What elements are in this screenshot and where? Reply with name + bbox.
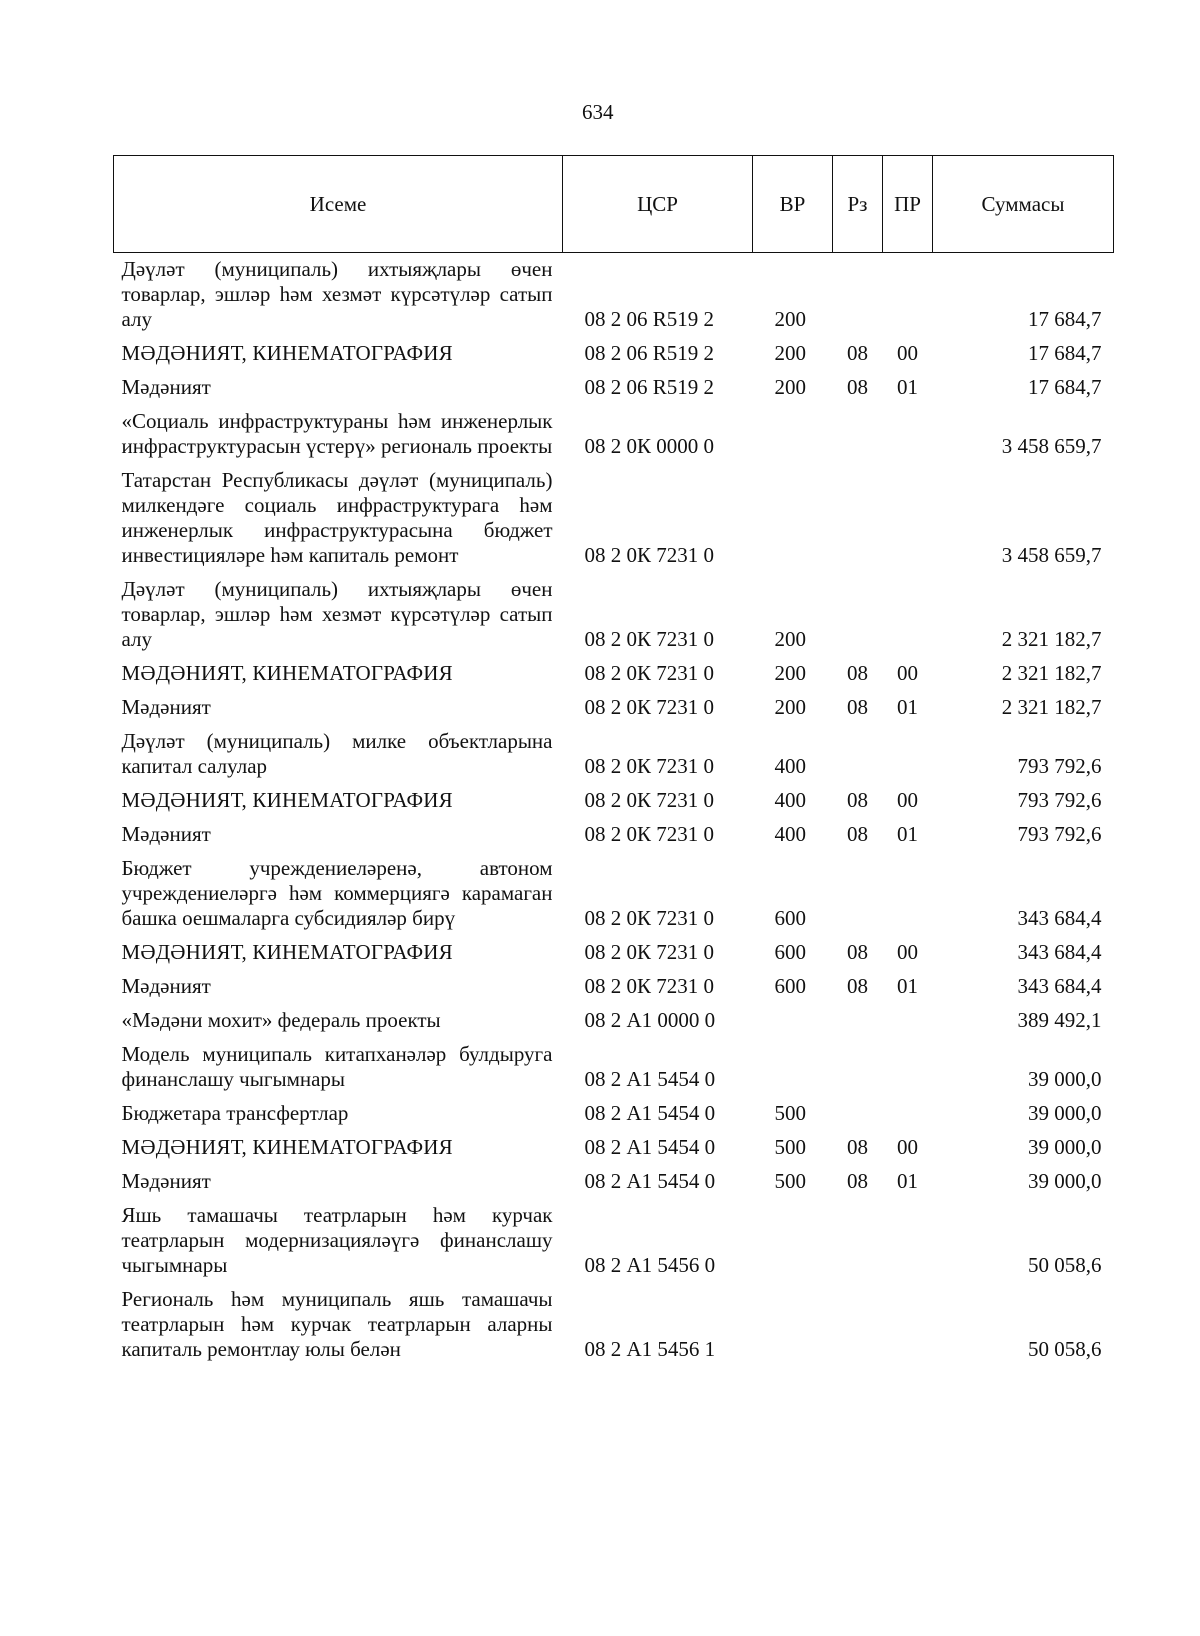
- table-row: [114, 253, 1114, 333]
- cell-csr: 08 2 0К 7231 0: [584, 906, 715, 930]
- cell-csr: 08 2 0К 7231 0: [584, 974, 715, 998]
- cell-name: МӘДӘНИЯТ, КИНЕМАТОГРАФИЯ: [121, 341, 453, 365]
- cell-pr: [883, 1092, 933, 1126]
- cell-csr: 08 2 0К 7231 0: [584, 754, 715, 778]
- cell-rz: [833, 459, 883, 568]
- cell-name: Бюджет учреждениеләренә, автоном учреждениеләргә һәм коммерциягә карамаган башка оешмаларга субсидияләр бирү: [121, 856, 553, 930]
- cell-sum: 343 684,4: [1017, 906, 1102, 930]
- table-row: [114, 1092, 1114, 1126]
- cell-vr: 600: [774, 974, 806, 998]
- cell-sum: 17 684,7: [1028, 375, 1102, 399]
- cell-rz: [833, 847, 883, 931]
- cell-sum: 793 792,6: [1017, 788, 1102, 812]
- cell-vr: 600: [774, 906, 806, 930]
- cell-name: Дәүләт (муниципаль) милке объектларына капитал салулар: [121, 729, 553, 778]
- cell-csr: 08 2 0К 7231 0: [584, 695, 715, 719]
- header-sum: Суммасы: [933, 156, 1114, 253]
- cell-pr: 01: [897, 1169, 918, 1193]
- cell-csr: 08 2 А1 5454 0: [584, 1067, 716, 1091]
- cell-sum: 3 458 659,7: [1001, 434, 1102, 458]
- cell-sum: 2 321 182,7: [1001, 627, 1102, 651]
- cell-pr: 00: [897, 661, 918, 685]
- cell-csr: 08 2 0К 7231 0: [584, 627, 715, 651]
- cell-rz: 08: [847, 974, 868, 998]
- cell-vr: 500: [774, 1101, 806, 1125]
- header-pr: ПР: [883, 156, 933, 253]
- cell-csr: 08 2 0К 7231 0: [584, 788, 715, 812]
- cell-rz: 08: [847, 822, 868, 846]
- table-row: [114, 400, 1114, 459]
- cell-pr: 01: [897, 695, 918, 719]
- cell-rz: [833, 999, 883, 1033]
- cell-name: Дәүләт (муниципаль) ихтыяҗлары өчен товарлар, эшләр һәм хезмәт күрсәтүләр сатып алу: [121, 577, 553, 651]
- cell-vr: [753, 999, 833, 1033]
- table-row: [114, 813, 1114, 847]
- cell-rz: [833, 253, 883, 333]
- cell-vr: [753, 1033, 833, 1092]
- cell-rz: 08: [847, 375, 868, 399]
- cell-sum: 50 058,6: [1028, 1253, 1102, 1277]
- cell-rz: 08: [847, 661, 868, 685]
- cell-name: Мәдәният: [121, 375, 211, 399]
- cell-sum: 17 684,7: [1028, 307, 1102, 331]
- table-row: [114, 459, 1114, 568]
- cell-rz: [833, 1194, 883, 1278]
- cell-rz: [833, 1092, 883, 1126]
- table-header: [114, 156, 1114, 253]
- cell-csr: 08 2 А1 0000 0: [584, 1008, 716, 1032]
- cell-vr: 200: [774, 661, 806, 685]
- cell-name: Мәдәният: [121, 822, 211, 846]
- cell-vr: 500: [774, 1169, 806, 1193]
- cell-vr: [753, 1194, 833, 1278]
- cell-rz: [833, 400, 883, 459]
- cell-rz: [833, 1033, 883, 1092]
- cell-rz: [833, 568, 883, 652]
- cell-vr: 500: [774, 1135, 806, 1159]
- cell-csr: 08 2 06 R519 2: [584, 307, 715, 331]
- cell-vr: 200: [774, 695, 806, 719]
- cell-pr: 01: [897, 822, 918, 846]
- cell-sum: 343 684,4: [1017, 974, 1102, 998]
- cell-sum: 389 492,1: [1017, 1008, 1102, 1032]
- header-name: Исеме: [114, 156, 563, 253]
- table-row: [114, 366, 1114, 400]
- cell-sum: 2 321 182,7: [1001, 661, 1102, 685]
- cell-csr: 08 2 0К 7231 0: [584, 940, 715, 964]
- cell-pr: 00: [897, 341, 918, 365]
- cell-rz: 08: [847, 341, 868, 365]
- cell-sum: 17 684,7: [1028, 341, 1102, 365]
- cell-vr: 200: [774, 627, 806, 651]
- table-body: [114, 253, 1114, 1363]
- table-row: [114, 1033, 1114, 1092]
- cell-name: Региональ һәм муниципаль яшь тамашачы театрларын һәм курчак театрларын аларны капиталь ремонтлау юлы белән: [121, 1287, 553, 1361]
- cell-pr: [883, 1194, 933, 1278]
- cell-pr: [883, 568, 933, 652]
- table-row: [114, 332, 1114, 366]
- cell-pr: 00: [897, 1135, 918, 1159]
- cell-name: МӘДӘНИЯТ, КИНЕМАТОГРАФИЯ: [121, 788, 453, 812]
- cell-rz: 08: [847, 1135, 868, 1159]
- cell-name: «Социаль инфраструктураны һәм инженерлык инфраструктурасын үстерү» региональ проекты: [121, 409, 553, 458]
- cell-csr: 08 2 А1 5454 0: [584, 1169, 716, 1193]
- cell-csr: 08 2 06 R519 2: [584, 375, 715, 399]
- cell-name: МӘДӘНИЯТ, КИНЕМАТОГРАФИЯ: [121, 940, 453, 964]
- cell-name: Татарстан Республикасы дәүләт (муниципаль) милкендәге социаль инфраструктурага һәм инженерлык инфраструктурасына бюджет инвестицияләре һәм капиталь ремонт: [121, 468, 553, 567]
- cell-name: Мәдәният: [121, 1169, 211, 1193]
- cell-sum: 793 792,6: [1017, 754, 1102, 778]
- cell-rz: [833, 1278, 883, 1362]
- cell-csr: 08 2 0К 7231 0: [584, 543, 715, 567]
- cell-vr: 400: [774, 754, 806, 778]
- cell-name: Бюджетара трансфертлар: [121, 1101, 349, 1125]
- cell-name: Мәдәният: [121, 695, 211, 719]
- cell-vr: 600: [774, 940, 806, 964]
- cell-rz: [833, 720, 883, 779]
- table-row: [114, 931, 1114, 965]
- cell-vr: [753, 400, 833, 459]
- table-row: [114, 1126, 1114, 1160]
- cell-sum: 2 321 182,7: [1001, 695, 1102, 719]
- cell-name: МӘДӘНИЯТ, КИНЕМАТОГРАФИЯ: [121, 1135, 453, 1159]
- cell-pr: [883, 1033, 933, 1092]
- cell-sum: 343 684,4: [1017, 940, 1102, 964]
- cell-name: Яшь тамашачы театрларын һәм курчак театрларын модернизацияләүгә финанслашу чыгымнары: [121, 1203, 553, 1277]
- cell-csr: 08 2 0К 7231 0: [584, 661, 715, 685]
- cell-pr: [883, 400, 933, 459]
- cell-rz: 08: [847, 788, 868, 812]
- header-vr: ВР: [753, 156, 833, 253]
- cell-pr: [883, 459, 933, 568]
- cell-rz: 08: [847, 1169, 868, 1193]
- cell-pr: [883, 999, 933, 1033]
- cell-name: «Мәдәни мохит» федераль проекты: [121, 1008, 441, 1032]
- cell-vr: [753, 1278, 833, 1362]
- cell-csr: 08 2 А1 5454 0: [584, 1135, 716, 1159]
- header-rz: Рз: [833, 156, 883, 253]
- cell-sum: 50 058,6: [1028, 1337, 1102, 1361]
- cell-vr: 200: [774, 341, 806, 365]
- cell-pr: [883, 720, 933, 779]
- cell-name: Дәүләт (муниципаль) ихтыяҗлары өчен товарлар, эшләр һәм хезмәт күрсәтүләр сатып алу: [121, 257, 553, 331]
- table-row: [114, 720, 1114, 779]
- cell-rz: 08: [847, 940, 868, 964]
- cell-vr: 200: [774, 307, 806, 331]
- cell-sum: 39 000,0: [1028, 1169, 1102, 1193]
- header-csr: ЦСР: [563, 156, 753, 253]
- cell-csr: 08 2 А1 5456 1: [584, 1337, 716, 1361]
- cell-pr: 00: [897, 940, 918, 964]
- page-number-text: 634: [582, 100, 614, 124]
- table-row: [114, 1194, 1114, 1278]
- cell-csr: 08 2 А1 5454 0: [584, 1101, 716, 1125]
- table-row: [114, 652, 1114, 686]
- cell-csr: 08 2 0К 0000 0: [584, 434, 715, 458]
- cell-pr: 01: [897, 375, 918, 399]
- cell-csr: 08 2 0К 7231 0: [584, 822, 715, 846]
- cell-name: МӘДӘНИЯТ, КИНЕМАТОГРАФИЯ: [121, 661, 453, 685]
- cell-csr: 08 2 А1 5456 0: [584, 1253, 716, 1277]
- cell-vr: 200: [774, 375, 806, 399]
- cell-sum: 39 000,0: [1028, 1135, 1102, 1159]
- cell-pr: [883, 253, 933, 333]
- cell-rz: 08: [847, 695, 868, 719]
- cell-vr: [753, 459, 833, 568]
- cell-pr: 00: [897, 788, 918, 812]
- cell-sum: 39 000,0: [1028, 1067, 1102, 1091]
- table-row: [114, 965, 1114, 999]
- cell-sum: 39 000,0: [1028, 1101, 1102, 1125]
- cell-name: Мәдәният: [121, 974, 211, 998]
- table-row: [114, 568, 1114, 652]
- table-row: [114, 847, 1114, 931]
- cell-pr: 01: [897, 974, 918, 998]
- table-row: [114, 999, 1114, 1033]
- cell-pr: [883, 847, 933, 931]
- table-row: [114, 686, 1114, 720]
- cell-csr: 08 2 06 R519 2: [584, 341, 715, 365]
- cell-pr: [883, 1278, 933, 1362]
- cell-sum: 3 458 659,7: [1001, 543, 1102, 567]
- table-row: [114, 1160, 1114, 1194]
- budget-table: [113, 155, 1114, 1362]
- cell-vr: 400: [774, 822, 806, 846]
- table-row: [114, 779, 1114, 813]
- cell-name: Модель муниципаль китапханәләр булдыруга финанслашу чыгымнары: [121, 1042, 553, 1091]
- table-row: [114, 1278, 1114, 1362]
- cell-sum: 793 792,6: [1017, 822, 1102, 846]
- cell-vr: 400: [774, 788, 806, 812]
